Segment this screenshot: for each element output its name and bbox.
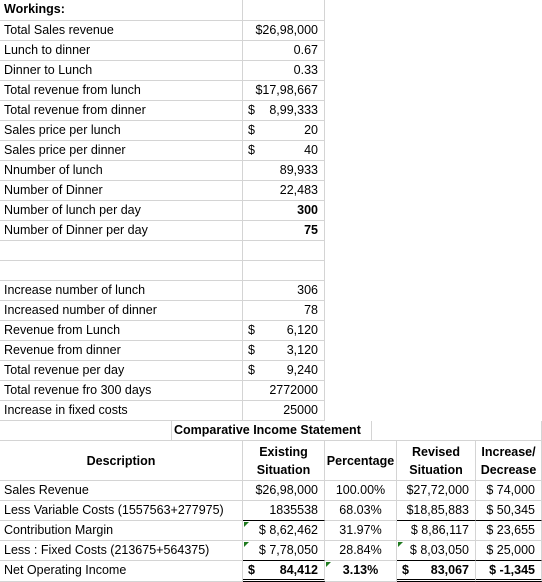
header-increase-line2: Decrease xyxy=(480,463,537,477)
row-label[interactable]: Total revenue fro 300 days xyxy=(0,381,243,401)
row-value: 8,99,333 xyxy=(269,103,318,117)
statement-existing-cell[interactable] xyxy=(243,561,325,582)
row-value: 40 xyxy=(304,143,318,157)
row-value-cell[interactable] xyxy=(243,361,325,381)
empty-cell[interactable] xyxy=(243,241,325,261)
empty-cell[interactable] xyxy=(243,0,325,21)
row-value[interactable]: $17,98,667 xyxy=(243,81,325,101)
statement-change[interactable]: $ -1,345 xyxy=(476,561,542,582)
header-description[interactable]: Description xyxy=(0,441,243,481)
statement-revised[interactable]: $27,72,000 xyxy=(397,481,476,501)
row-label[interactable]: Total revenue from lunch xyxy=(0,81,243,101)
statement-row-label[interactable]: Less Variable Costs (1557563+277975) xyxy=(0,501,243,521)
row-label[interactable]: Sales price per dinner xyxy=(0,141,243,161)
currency-symbol: $ xyxy=(248,363,255,377)
currency-symbol: $ xyxy=(248,323,255,337)
row-value[interactable]: 300 xyxy=(243,201,325,221)
row-value-cell[interactable] xyxy=(243,321,325,341)
header-revised-line2: Situation xyxy=(409,463,463,477)
currency-symbol: $ xyxy=(248,123,255,137)
row-value: 3,120 xyxy=(286,343,318,357)
statement-row-label[interactable]: Contribution Margin xyxy=(0,521,243,541)
row-value[interactable]: 22,483 xyxy=(243,181,325,201)
statement-title[interactable]: Comparative Income Statement xyxy=(172,421,372,441)
row-label[interactable]: Revenue from dinner xyxy=(0,341,243,361)
row-label[interactable]: Number of Dinner xyxy=(0,181,243,201)
statement-pct[interactable]: 3.13% xyxy=(325,561,397,582)
statement-change[interactable]: $ 25,000 xyxy=(476,541,542,561)
statement-row-label[interactable]: Sales Revenue xyxy=(0,481,243,501)
row-label[interactable]: Lunch to dinner xyxy=(0,41,243,61)
row-value-cell[interactable] xyxy=(243,121,325,141)
row-label[interactable]: Increase in fixed costs xyxy=(0,401,243,421)
empty-cell[interactable] xyxy=(0,261,243,281)
statement-pct[interactable]: 100.00% xyxy=(325,481,397,501)
row-value[interactable]: 0.33 xyxy=(243,61,325,81)
row-value[interactable]: 75 xyxy=(243,221,325,241)
row-value[interactable]: 78 xyxy=(243,301,325,321)
row-label[interactable]: Total revenue from dinner xyxy=(0,101,243,121)
row-label[interactable]: Total Sales revenue xyxy=(0,21,243,41)
row-value: 9,240 xyxy=(286,363,318,377)
row-value-cell[interactable] xyxy=(243,141,325,161)
header-existing[interactable] xyxy=(243,441,325,481)
currency-symbol: $ xyxy=(248,563,255,577)
statement-revised[interactable]: $ 8,03,050 xyxy=(397,541,476,561)
statement-revised[interactable]: $18,85,883 xyxy=(397,501,476,521)
row-label[interactable]: Increase number of lunch xyxy=(0,281,243,301)
row-value[interactable]: 0.67 xyxy=(243,41,325,61)
empty-cell[interactable] xyxy=(243,261,325,281)
row-label[interactable]: Nnumber of lunch xyxy=(0,161,243,181)
statement-existing[interactable]: 1835538 xyxy=(243,501,325,521)
statement-existing[interactable]: $26,98,000 xyxy=(243,481,325,501)
row-value[interactable]: 306 xyxy=(243,281,325,301)
currency-symbol: $ xyxy=(248,143,255,157)
row-value-cell[interactable] xyxy=(243,101,325,121)
statement-revised: 83,067 xyxy=(430,563,469,577)
row-value[interactable]: $26,98,000 xyxy=(243,21,325,41)
empty-cell[interactable] xyxy=(372,421,542,441)
row-label[interactable]: Total revenue per day xyxy=(0,361,243,381)
empty-cell[interactable] xyxy=(0,241,243,261)
error-indicator-icon[interactable] xyxy=(398,542,403,547)
statement-existing[interactable]: $ 7,78,050 xyxy=(243,541,325,561)
row-label[interactable]: Sales price per lunch xyxy=(0,121,243,141)
statement-existing[interactable]: $ 8,62,462 xyxy=(243,521,325,541)
row-value-cell[interactable] xyxy=(243,341,325,361)
error-indicator-icon[interactable] xyxy=(326,562,331,567)
row-value[interactable]: 89,933 xyxy=(243,161,325,181)
header-existing-line2: Situation xyxy=(256,463,311,477)
currency-symbol: $ xyxy=(248,103,255,117)
row-value: 6,120 xyxy=(286,323,318,337)
statement-revised-cell[interactable] xyxy=(397,561,476,582)
empty-cell[interactable] xyxy=(0,421,172,441)
row-label[interactable]: Revenue from Lunch xyxy=(0,321,243,341)
row-label[interactable]: Number of lunch per day xyxy=(0,201,243,221)
statement-change[interactable]: $ 50,345 xyxy=(476,501,542,521)
error-indicator-icon[interactable] xyxy=(244,522,249,527)
row-label[interactable]: Number of Dinner per day xyxy=(0,221,243,241)
currency-symbol: $ xyxy=(248,343,255,357)
header-increase[interactable] xyxy=(476,441,542,481)
workings-title[interactable]: Workings: xyxy=(0,0,243,21)
header-percentage[interactable]: Percentage xyxy=(325,441,397,481)
row-label[interactable]: Increased number of dinner xyxy=(0,301,243,321)
statement-pct[interactable]: 31.97% xyxy=(325,521,397,541)
header-increase-line1: Increase/ xyxy=(481,445,536,459)
currency-symbol: $ xyxy=(402,563,409,577)
header-revised-line1: Revised xyxy=(412,445,460,459)
header-revised[interactable] xyxy=(397,441,476,481)
statement-existing: 84,412 xyxy=(279,563,318,577)
statement-row-label[interactable]: Less : Fixed Costs (213675+564375) xyxy=(0,541,243,561)
statement-row-label[interactable]: Net Operating Income xyxy=(0,561,243,582)
header-existing-line1: Existing xyxy=(259,445,308,459)
row-label[interactable]: Dinner to Lunch xyxy=(0,61,243,81)
statement-revised[interactable]: $ 8,86,117 xyxy=(397,521,476,541)
statement-change[interactable]: $ 74,000 xyxy=(476,481,542,501)
row-value[interactable]: 2772000 xyxy=(243,381,325,401)
statement-change[interactable]: $ 23,655 xyxy=(476,521,542,541)
row-value: 20 xyxy=(304,123,318,137)
error-indicator-icon[interactable] xyxy=(244,542,249,547)
statement-pct[interactable]: 68.03% xyxy=(325,501,397,521)
statement-pct[interactable]: 28.84% xyxy=(325,541,397,561)
row-value[interactable]: 25000 xyxy=(243,401,325,421)
